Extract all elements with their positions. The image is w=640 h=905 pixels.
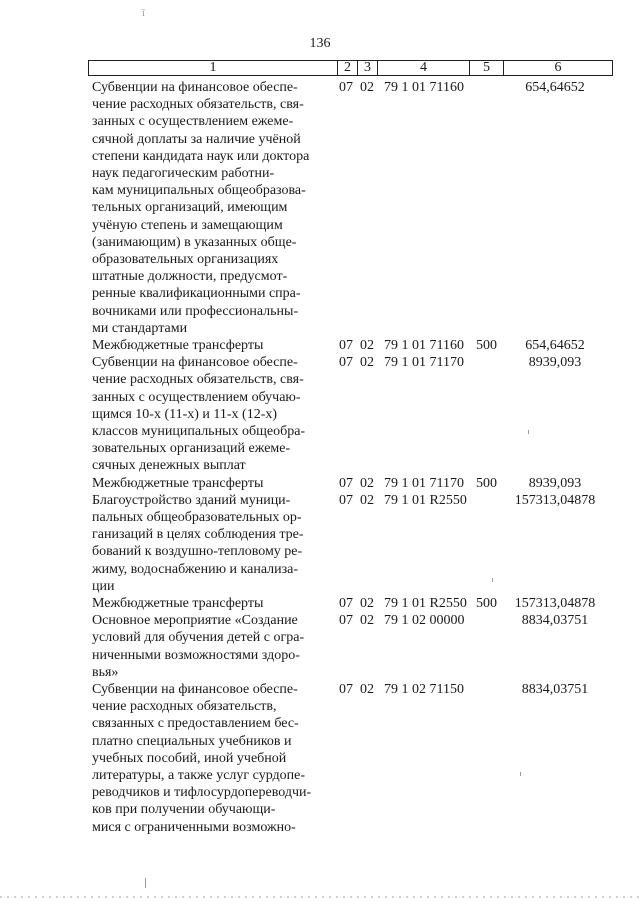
table-row <box>0 595 640 612</box>
scan-border <box>0 896 640 898</box>
row-description: Межбюджетные трансферты <box>92 475 264 491</box>
row-subsection-code: 02 <box>360 338 374 353</box>
table-row <box>0 354 640 474</box>
page-number: 136 <box>309 36 331 51</box>
row-target-article-code: 79 1 01 71170 <box>384 475 464 491</box>
header-col-4: 4 <box>377 61 469 75</box>
row-amount: 8939,093 <box>528 355 582 371</box>
row-subsection-code: 02 <box>360 613 374 629</box>
row-description: Межбюджетные трансферты <box>92 338 264 353</box>
header-col-1: 1 <box>209 60 217 75</box>
header-col-2: 2 <box>337 61 357 75</box>
row-description: Субвенции на финансовое обеспе- чение расходных обязательств, свя- занных с осуществлением обучаю- щимся 10-х (11-х) и 11-х (12-х) классов муниципальных общеобра- зовательных организаций ежеме- сячных денежных выплат <box>92 355 306 474</box>
row-section-code: 07 <box>339 475 353 491</box>
header-col-5: 5 <box>469 61 503 75</box>
budget-table-body <box>0 79 640 836</box>
row-subsection-code: 02 <box>360 475 374 491</box>
row-amount: 157313,04878 <box>514 492 596 508</box>
row-subsection-code: 02 <box>360 681 374 697</box>
scan-mark: ī <box>142 8 145 19</box>
row-description: Субвенции на финансовое обеспе- чение расходных обязательств, свя- занных с осуществлением ежеме- сячной доплаты за наличие учёной степени кандидата наук или доктора наук педагогическим работни- кам муниципальных общеобразова- тельных организаций, имеющим учёную степень и замещающим (занимающим) в указанных обще- образовательных организациях штатные должности, предусмот- ренные квалификационными спра- вочниками или профессиональны- ми стандартами <box>92 80 310 336</box>
table-row <box>0 337 640 354</box>
row-section-code: 07 <box>339 80 353 95</box>
row-target-article-code: 79 1 01 71160 <box>384 80 464 95</box>
row-target-article-code: 79 1 02 00000 <box>384 613 465 629</box>
row-subsection-code: 02 <box>360 80 374 95</box>
table-row <box>0 492 640 595</box>
table-row <box>0 681 640 836</box>
row-target-article-code: 79 1 01 71170 <box>384 355 464 371</box>
scan-mark <box>492 578 493 582</box>
row-target-article-code: 79 1 02 71150 <box>384 681 464 697</box>
row-expense-type-code: 500 <box>476 595 497 611</box>
row-amount: 654,64652 <box>525 80 585 95</box>
row-description: Субвенции на финансовое обеспе- чение расходных обязательств, связанных с предоставлением бес- платно специальных учебников и учебных пособий, иной учебной литературы, а также услуг сурдопе- реводчиков и тифлосурдопереводчи- ков при получении обучающи- мися с ограниченными возможно- <box>92 681 312 835</box>
row-section-code: 07 <box>339 492 353 508</box>
row-section-code: 07 <box>339 338 353 353</box>
table-row <box>0 612 640 681</box>
row-amount: 157313,04878 <box>514 595 596 611</box>
scan-mark <box>528 430 529 434</box>
row-target-article-code: 79 1 01 R2550 <box>384 492 467 508</box>
row-expense-type-code: 500 <box>476 475 497 491</box>
row-section-code: 07 <box>339 595 353 611</box>
header-col-6: 6 <box>503 61 612 75</box>
row-target-article-code: 79 1 01 R2550 <box>384 595 467 611</box>
row-amount: 8834,03751 <box>521 681 589 697</box>
header-col-3: 3 <box>357 61 377 75</box>
table-row <box>0 79 640 337</box>
row-subsection-code: 02 <box>360 355 374 371</box>
scan-mark <box>145 878 146 888</box>
row-description: Благоустройство зданий муници- пальных общеобразовательных ор- ганизаций в целях соблюдения тре- бований к воздушно-тепловому ре- жиму, водоснабжению и канализа- ции <box>92 492 304 594</box>
row-amount: 8834,03751 <box>521 613 589 629</box>
row-section-code: 07 <box>339 681 353 697</box>
scan-mark <box>520 772 521 776</box>
row-description: Основное мероприятие «Создание условий для обучения детей с огра- ниченными возможностями здоро- вья» <box>92 613 305 680</box>
table-row <box>0 475 640 492</box>
row-expense-type-code: 500 <box>476 338 497 353</box>
row-amount: 8939,093 <box>528 475 582 491</box>
row-amount: 654,64652 <box>525 338 585 353</box>
table-header <box>88 60 613 76</box>
row-section-code: 07 <box>339 355 353 371</box>
row-section-code: 07 <box>339 613 353 629</box>
row-description: Межбюджетные трансферты <box>92 595 264 611</box>
row-target-article-code: 79 1 01 71160 <box>384 338 464 353</box>
row-subsection-code: 02 <box>360 595 374 611</box>
row-subsection-code: 02 <box>360 492 374 508</box>
